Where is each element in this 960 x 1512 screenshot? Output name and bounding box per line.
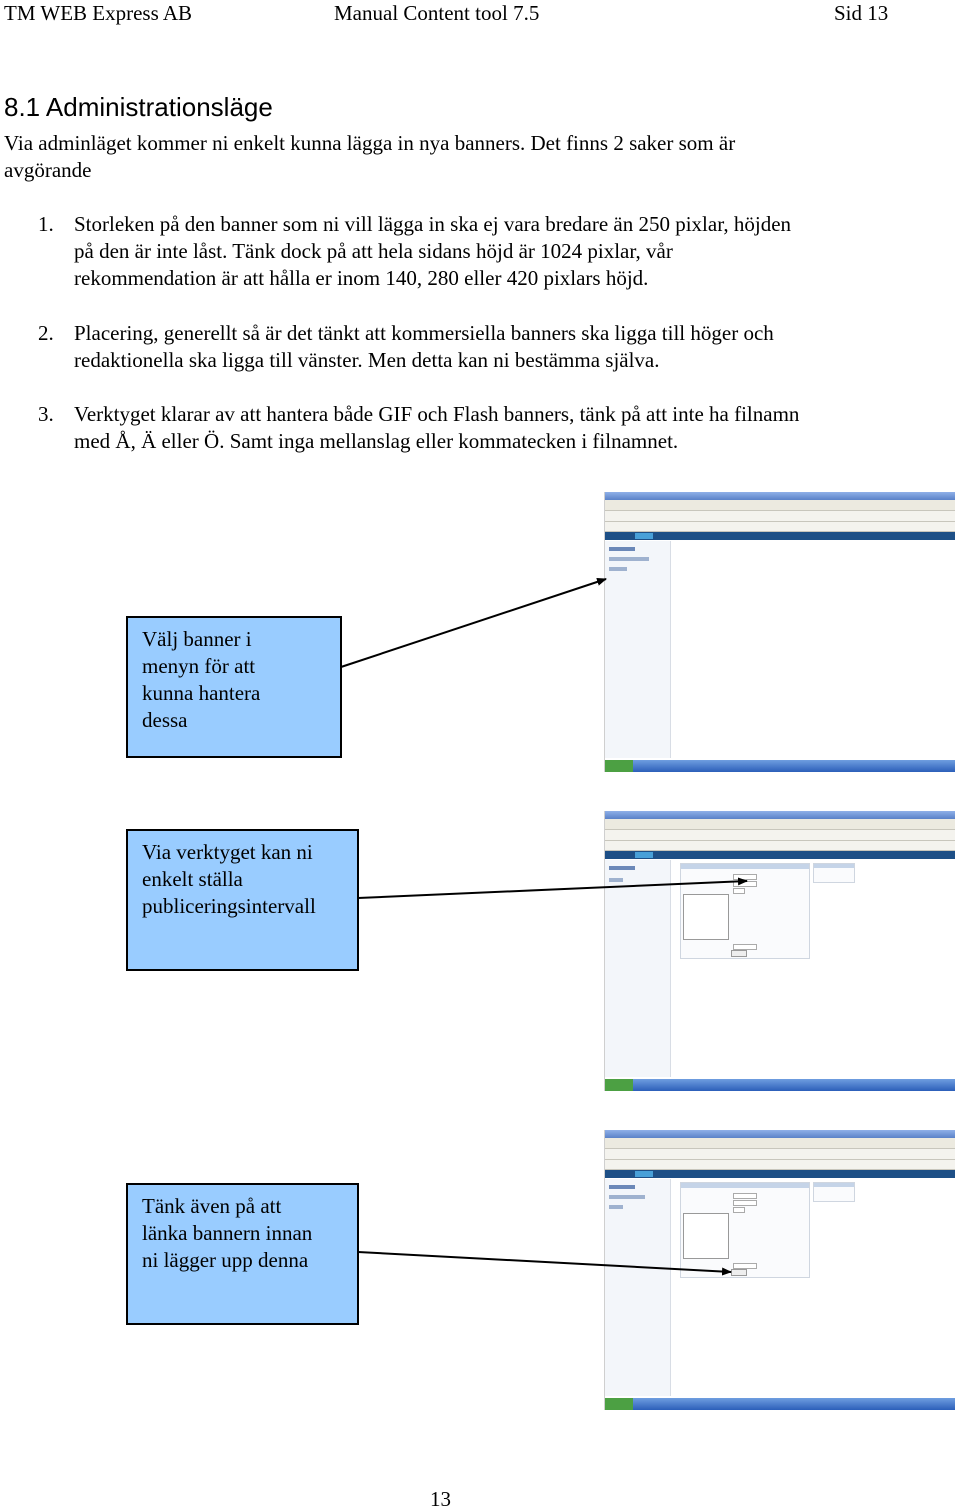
header-doc-title: Manual Content tool 7.5 — [334, 1, 540, 25]
header-page-label: Sid 13 — [834, 1, 889, 25]
callout-line: Via verktyget kan ni — [142, 840, 313, 864]
list-line: rekommendation är att hålla er inom 140, 280 eller 420 pixlars höjd. — [74, 266, 649, 290]
list-line: på den är inte låst. Tänk dock på att hela sidans höjd är 1024 pixlar, vår — [74, 239, 673, 263]
list-line: Placering, generellt så är det tänkt att kommersiella banners ska ligga till höger och — [74, 321, 774, 345]
list-line: Verktyget klarar av att hantera både GIF och Flash banners, tänk på att inte ha filnamn — [74, 402, 800, 426]
callout-line: kunna hantera — [142, 681, 261, 705]
list-line: Storleken på den banner som ni vill lägga in ska ej vara bredare än 250 pixlar, höjden — [74, 212, 792, 236]
callout-line: menyn för att — [142, 654, 256, 678]
intro-line-1: Via adminläget kommer ni enkelt kunna lägga in nya banners. Det finns 2 saker som är — [4, 131, 736, 155]
header-company: TM WEB Express AB — [4, 1, 193, 25]
arrow-3 — [358, 1252, 731, 1272]
list-line: redaktionella ska ligga till vänster. Men detta kan ni bestämma själva. — [74, 348, 660, 372]
callout-line: ni lägger upp denna — [142, 1248, 309, 1272]
callout-line: Tänk även på att — [142, 1194, 282, 1218]
list-number: 2. — [38, 321, 54, 345]
page-number: 13 — [430, 1487, 451, 1511]
list-number: 1. — [38, 212, 54, 236]
intro-line-2: avgörande — [4, 158, 92, 182]
section-heading: 8.1 Administrationsläge — [4, 92, 273, 122]
list-line: med Å, Ä eller Ö. Samt inga mellanslag eller kommatecken i filnamnet. — [74, 429, 679, 453]
callout-line: enkelt ställa — [142, 867, 243, 891]
arrow-2 — [358, 881, 747, 898]
list-number: 3. — [38, 402, 54, 426]
callout-line: dessa — [142, 708, 188, 732]
callout-line: länka bannern innan — [142, 1221, 313, 1245]
callout-line: Välj banner i — [142, 627, 252, 651]
callout-line: publiceringsintervall — [142, 894, 316, 918]
arrow-1 — [341, 579, 606, 667]
